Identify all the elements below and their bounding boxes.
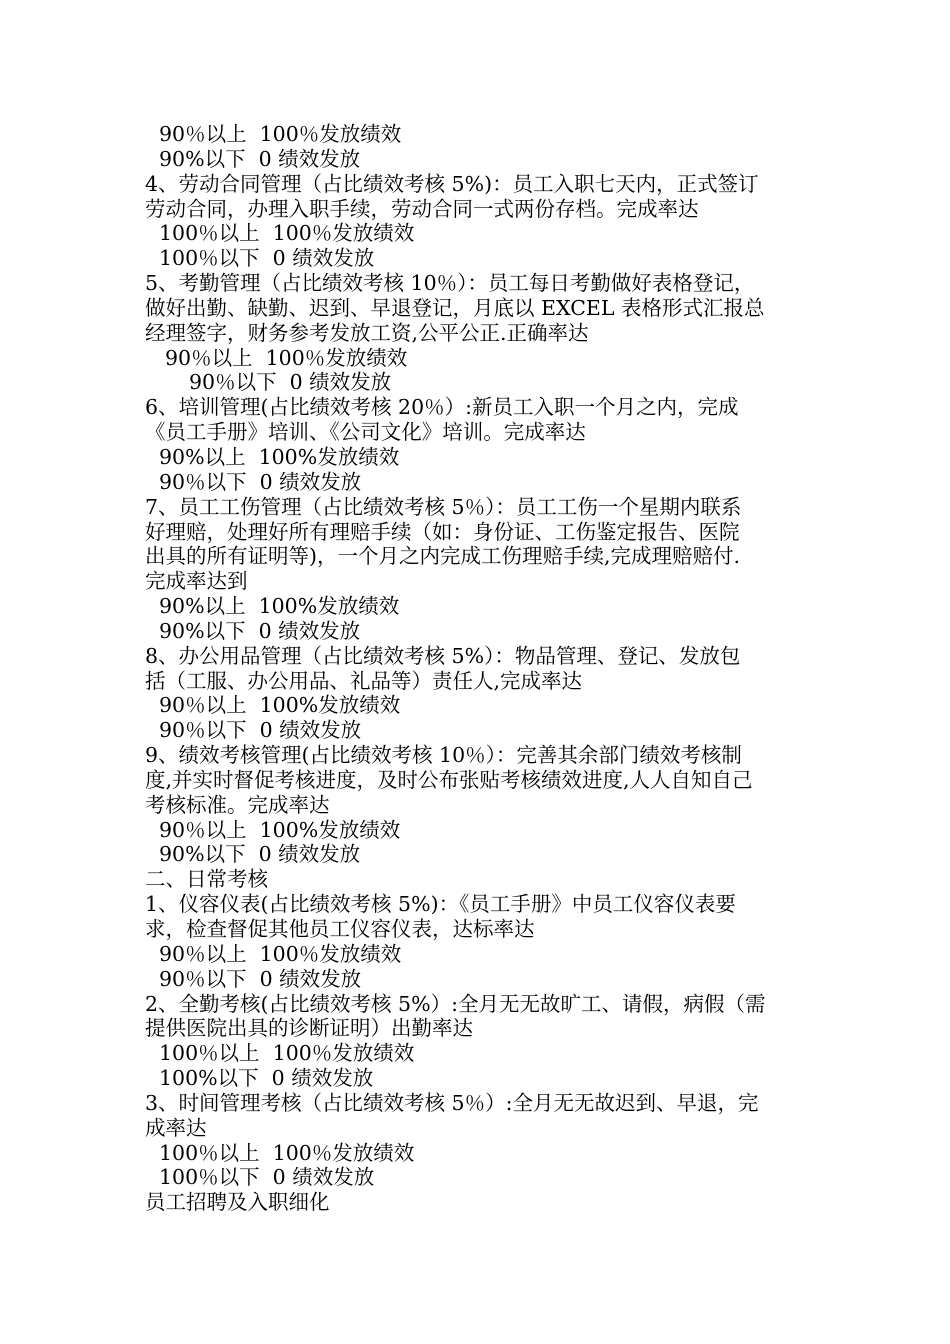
section-heading: 9、绩效考核管理(占比绩效考核 10％）：完善其余部门绩效考核制 bbox=[145, 743, 742, 768]
text-line: 90%以下 0 绩效发放 bbox=[159, 618, 361, 643]
section-heading: 2、全勤考核(占比绩效考核 5%）:全月无无故旷工、请假，病假（需 bbox=[145, 991, 766, 1016]
text-line: 90％以下 0 绩效发放 bbox=[159, 966, 362, 991]
text-line: 90％以上 100％发放绩效 bbox=[159, 941, 402, 966]
text-line: 90％以下 0 绩效发放 bbox=[159, 718, 362, 743]
text-line: 90%以上 100%发放绩效 bbox=[159, 594, 400, 619]
text-line: 90%以下 0 绩效发放 bbox=[159, 842, 361, 867]
text-line: 《员工手册》培训、《公司文化》培训。完成率达 bbox=[145, 420, 586, 445]
text-line: 括（工服、办公用品、礼品等）责任人,完成率达 bbox=[145, 668, 583, 693]
text-line: 90％以上 100%发放绩效 bbox=[159, 693, 401, 718]
text-line: 经理签字，财务参考发放工资,公平公正.正确率达 bbox=[145, 320, 589, 345]
section-heading: 6、培训管理(占比绩效考核 20％）:新员工入职一个月之内，完成 bbox=[145, 395, 739, 420]
section-heading: 3、时间管理考核（占比绩效考核 5％）:全月无无故迟到、早退，完 bbox=[145, 1090, 759, 1115]
text-line: 100％以上 100％发放绩效 bbox=[159, 1140, 415, 1165]
section-heading: 8、办公用品管理（占比绩效考核 5%）：物品管理、登记、发放包 bbox=[145, 643, 741, 668]
document-body bbox=[145, 122, 813, 1215]
text-line: 做好出勤、缺勤、迟到、早退登记，月底以 EXCEL 表格形式汇报总 bbox=[145, 295, 765, 320]
section-title: 员工招聘及入职细化 bbox=[145, 1190, 330, 1215]
section-heading: 5、考勤管理（占比绩效考核 10％）：员工每日考勤做好表格登记， bbox=[145, 271, 755, 296]
text-line: 90％以上 100％发放绩效 bbox=[159, 122, 402, 146]
text-line: 出具的所有证明等)，一个月之内完成工伤理赔手续,完成理赔赔付. bbox=[145, 544, 741, 569]
text-line: 100%以下 0 绩效发放 bbox=[159, 1066, 374, 1091]
text-line: 完成率达到 bbox=[145, 569, 248, 594]
section-heading: 1、仪容仪表(占比绩效考核 5%)：《员工手册》中员工仪容仪表要 bbox=[145, 892, 736, 917]
text-line: 劳动合同，办理入职手续，劳动合同一式两份存档。完成率达 bbox=[145, 196, 699, 221]
text-line: 100％以上 100％发放绩效 bbox=[159, 1041, 415, 1066]
section-heading: 7、员工工伤管理（占比绩效考核 5％）：员工工伤一个星期内联系 bbox=[145, 494, 742, 519]
text-line: 90％以下 0 绩效发放 bbox=[159, 469, 362, 494]
text-line: 90%以下 0 绩效发放 bbox=[159, 146, 361, 171]
text-line: 100％以下 0 绩效发放 bbox=[159, 1165, 375, 1190]
text-line: 求，检查督促其他员工仪容仪表，达标率达 bbox=[145, 917, 535, 941]
text-line: 考核标准。完成率达 bbox=[145, 792, 330, 817]
text-line: 90％以上 100％发放绩效 bbox=[165, 345, 408, 370]
text-line: 90%以上 100%发放绩效 bbox=[159, 444, 400, 469]
text-line: 100％以上 100％发放绩效 bbox=[159, 221, 415, 246]
text-line: 度,并实时督促考核进度，及时公布张贴考核绩效进度,人人自知自己 bbox=[145, 767, 753, 792]
text-line: 90％以下 0 绩效发放 bbox=[189, 370, 392, 395]
section-heading: 4、劳动合同管理（占比绩效考核 5%)：员工入职七天内，正式签订 bbox=[145, 171, 759, 196]
text-line: 提供医院出具的诊断证明）出勤率达 bbox=[145, 1016, 473, 1041]
text-line: 好理赔，处理好所有理赔手续（如：身份证、工伤鉴定报告、医院 bbox=[145, 519, 740, 544]
text-line: 100％以下 0 绩效发放 bbox=[159, 246, 375, 271]
chapter-heading: 二、日常考核 bbox=[145, 867, 268, 892]
text-line: 成率达 bbox=[145, 1115, 207, 1140]
text-line: 90％以上 100%发放绩效 bbox=[159, 817, 401, 842]
